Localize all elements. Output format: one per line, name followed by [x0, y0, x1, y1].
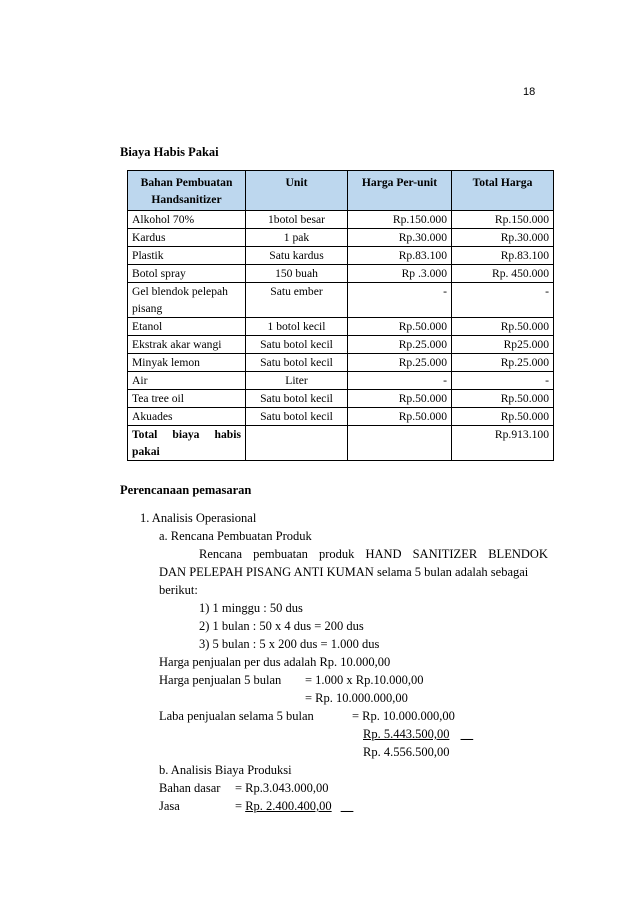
harga-5-bulan-label: Harga penjualan 5 bulan: [159, 673, 282, 687]
cell-harga-per-unit: -: [348, 372, 452, 390]
harga-per-dus: Harga penjualan per dus adalah Rp. 10.000,00: [159, 655, 391, 669]
cell-harga-per-unit: Rp.50.000: [348, 408, 452, 426]
table-row: [128, 318, 554, 336]
cell-harga-per-unit: Rp.50.000: [348, 318, 452, 336]
cell-total-harga: Rp.50.000: [452, 390, 554, 408]
cell-total-unit-empty: [246, 426, 348, 461]
total-label-word: Total: [132, 428, 158, 441]
table-row: [128, 265, 554, 283]
laba-minus: [363, 727, 473, 742]
cell-total-harga: Rp.83.100: [452, 247, 554, 265]
header-total-harga: Total Harga: [452, 171, 554, 211]
laba-eq1: = Rp. 10.000.000,00: [352, 709, 455, 723]
list-item-analisis-operasional: 1. Analisis Operasional: [140, 511, 257, 525]
cell-bahan: Alkohol 70%: [128, 211, 246, 229]
jasa-value: Rp. 2.400.400,00: [245, 799, 332, 813]
header-bahan-line1: Bahan Pembuatan: [140, 176, 233, 189]
cell-total-harga: Rp25.000: [452, 336, 554, 354]
cell-bahan: Tea tree oil: [128, 390, 246, 408]
cell-unit: Liter: [246, 372, 348, 390]
cell-total-harga: -: [452, 372, 554, 390]
cell-unit: Satu kardus: [246, 247, 348, 265]
table-row: [128, 283, 554, 318]
table-row: [128, 372, 554, 390]
laba-label: Laba penjualan selama 5 bulan: [159, 709, 314, 723]
harga-5-bulan-eq1: = 1.000 x Rp.10.000,00: [305, 673, 424, 687]
header-bahan-line2: Handsanitizer: [151, 193, 222, 206]
table-row: [128, 229, 554, 247]
laba-minus-tail: __: [460, 727, 474, 741]
cell-unit: Satu botol kecil: [246, 408, 348, 426]
cell-harga-per-unit: Rp .3.000: [348, 265, 452, 283]
table-row: [128, 354, 554, 372]
cell-bahan: Kardus: [128, 229, 246, 247]
cell-total-harga: Rp.25.000: [452, 354, 554, 372]
cell-unit: Satu botol kecil: [246, 390, 348, 408]
cell-bahan: Minyak lemon: [128, 354, 246, 372]
cell-total-harga: Rp.50.000: [452, 318, 554, 336]
paragraph-word: BLENDOK: [488, 547, 548, 561]
total-label-line2: pakai: [132, 445, 160, 458]
section-heading-pemasaran: Perencanaan pemasaran: [120, 483, 252, 497]
page-number: 18: [523, 86, 536, 98]
jasa-value-line: [235, 799, 353, 814]
table-row: [128, 247, 554, 265]
cell-total-harga: -: [452, 283, 554, 318]
cell-harga-per-unit: Rp.83.100: [348, 247, 452, 265]
harga-5-bulan-eq2: = Rp. 10.000.000,00: [305, 691, 408, 705]
jasa-tail: __: [340, 799, 354, 813]
cell-bahan: Plastik: [128, 247, 246, 265]
paragraph-rencana-line2: DAN PELEPAH PISANG ANTI KUMAN selama 5 bulan adalah sebagai: [159, 565, 529, 579]
bahan-dasar-label: Bahan dasar: [159, 781, 221, 795]
laba-minus-value: Rp. 5.443.500,00: [363, 727, 450, 741]
calc-line-1: 1) 1 minggu : 50 dus: [199, 601, 303, 615]
header-unit: Unit: [246, 171, 348, 211]
subheading-rencana-pembuatan: a. Rencana Pembuatan Produk: [159, 529, 312, 543]
cell-unit: Satu ember: [246, 283, 348, 318]
cell-unit: 1botol besar: [246, 211, 348, 229]
cell-total-harga: Rp.30.000: [452, 229, 554, 247]
cell-unit: 1 botol kecil: [246, 318, 348, 336]
cell-bahan: Akuades: [128, 408, 246, 426]
jasa-eq: =: [235, 799, 246, 813]
cell-harga-per-unit: Rp.30.000: [348, 229, 452, 247]
calc-line-3: 3) 5 bulan : 5 x 200 dus = 1.000 dus: [199, 637, 380, 651]
total-label-line1: [132, 426, 241, 443]
cell-total-label: [128, 426, 246, 461]
cell-unit: 150 buah: [246, 265, 348, 283]
cell-harga-per-unit: -: [348, 283, 452, 318]
cell-unit: 1 pak: [246, 229, 348, 247]
cell-harga-per-unit: Rp.25.000: [348, 354, 452, 372]
cost-table: [127, 170, 554, 461]
table-total-row: [128, 426, 554, 461]
bahan-dasar-value: = Rp.3.043.000,00: [235, 781, 329, 795]
paragraph-word: SANITIZER: [412, 547, 478, 561]
cell-harga-per-unit: Rp.50.000: [348, 390, 452, 408]
cell-bahan: Air: [128, 372, 246, 390]
subheading-analisis-biaya: b. Analisis Biaya Produksi: [159, 763, 292, 777]
paragraph-word: HAND: [365, 547, 402, 561]
paragraph-rencana-line3: berikut:: [159, 583, 198, 597]
header-bahan: [128, 171, 246, 211]
cell-harga-per-unit: Rp.150.000: [348, 211, 452, 229]
cell-total-price-empty: [348, 426, 452, 461]
total-label-word: habis: [214, 428, 241, 441]
cell-unit: Satu botol kecil: [246, 336, 348, 354]
table-body: [128, 211, 554, 461]
cell-grand-total: Rp.913.100: [452, 426, 554, 461]
laba-result: Rp. 4.556.500,00: [363, 745, 450, 759]
header-harga-per-unit: Harga Per-unit: [348, 171, 452, 211]
cell-bahan: Ekstrak akar wangi: [128, 336, 246, 354]
section-heading-biaya: Biaya Habis Pakai: [120, 145, 219, 159]
table-row: [128, 390, 554, 408]
cell-bahan: Etanol: [128, 318, 246, 336]
paragraph-rencana-line1: [199, 547, 548, 562]
paragraph-word: pembuatan: [253, 547, 308, 561]
paragraph-word: Rencana: [199, 547, 243, 561]
cell-unit: Satu botol kecil: [246, 354, 348, 372]
table-header-row: [128, 171, 554, 211]
cell-total-harga: Rp. 450.000: [452, 265, 554, 283]
cell-total-harga: Rp.150.000: [452, 211, 554, 229]
table-row: [128, 211, 554, 229]
cell-harga-per-unit: Rp.25.000: [348, 336, 452, 354]
calc-line-2: 2) 1 bulan : 50 x 4 dus = 200 dus: [199, 619, 364, 633]
cell-bahan: Gel blendok pelepah pisang: [128, 283, 246, 318]
table-row: [128, 408, 554, 426]
paragraph-word: produk: [318, 547, 355, 561]
table-row: [128, 336, 554, 354]
jasa-label: Jasa: [159, 799, 180, 813]
total-label-word: biaya: [172, 428, 200, 441]
cell-bahan: Botol spray: [128, 265, 246, 283]
cell-total-harga: Rp.50.000: [452, 408, 554, 426]
